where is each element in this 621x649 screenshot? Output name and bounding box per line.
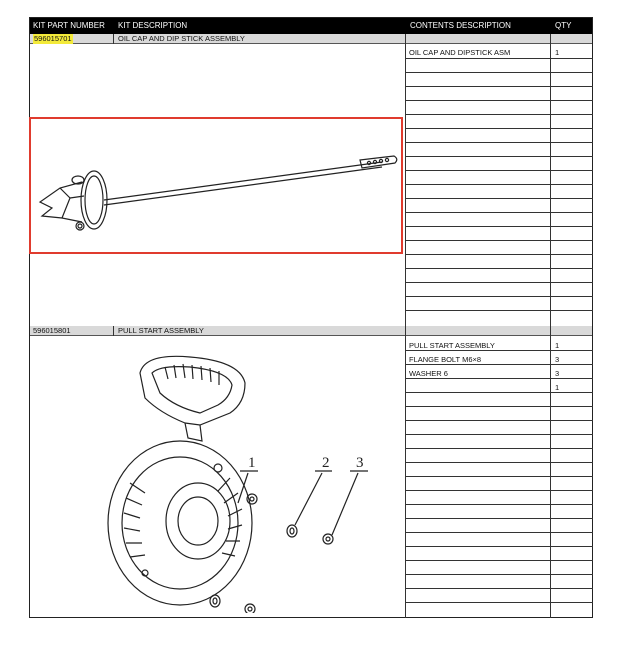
content-qty: 1 [555,341,560,350]
parts-kit-table [29,17,593,618]
divider [550,34,551,618]
row-rule [405,602,593,603]
row-rule [405,240,593,241]
row-rule [405,560,593,561]
row-rule [405,406,593,407]
row-rule [405,114,593,115]
row-rule [405,184,593,185]
header-qty: QTY [555,21,572,30]
divider [113,326,114,336]
row-rule [405,310,593,311]
row-rule [405,226,593,227]
row-rule [405,504,593,505]
row-rule [405,86,593,87]
kit-description: OIL CAP AND DIP STICK ASSEMBLY [118,34,245,43]
content-qty: 1 [555,48,560,57]
row-rule [405,448,593,449]
header-kit-part-number: KIT PART NUMBER [33,21,105,30]
header-kit-description: KIT DESCRIPTION [118,21,188,30]
callout-number: 2 [322,455,330,471]
row-rule [405,490,593,491]
row-rule [405,546,593,547]
row-rule [405,420,593,421]
callout-number: 1 [248,455,256,471]
row-rule [405,296,593,297]
content-qty: 3 [555,355,560,364]
row-rule [405,128,593,129]
row-rule [405,156,593,157]
highlight-box [29,117,403,254]
row-rule [405,198,593,199]
kit-description: PULL START ASSEMBLY [118,326,204,335]
content-description: FLANGE BOLT M6×8 [409,355,482,364]
row-rule [405,142,593,143]
kit-row-pull-start [30,326,592,336]
row-rule [405,170,593,171]
table-header [30,18,592,34]
content-description: PULL START ASSEMBLY [409,341,495,350]
row-rule [405,476,593,477]
row-rule [405,100,593,101]
row-rule [405,254,593,255]
pull-start-assembly-drawing [90,343,390,613]
content-description: OIL CAP AND DIPSTICK ASM [409,48,511,57]
row-rule [405,282,593,283]
row-rule [405,212,593,213]
content-qty: 1 [555,383,560,392]
header-contents-description: CONTENTS DESCRIPTION [410,21,511,30]
row-rule [405,268,593,269]
kit-row-oil-cap: 596015701 OIL CAP AND DIP STICK ASSEMBLY [30,34,592,44]
divider [405,34,406,618]
row-rule [405,532,593,533]
row-rule [405,434,593,435]
callout-number: 3 [356,455,364,471]
divider [113,34,114,44]
row-rule [405,518,593,519]
row-rule [405,72,593,73]
row-rule [405,462,593,463]
content-qty: 3 [555,369,560,378]
row-rule [405,574,593,575]
row-rule [405,588,593,589]
kit-part-number: 596015801 [33,326,71,335]
row-rule [405,392,593,393]
content-description: WASHER 6 [409,369,448,378]
